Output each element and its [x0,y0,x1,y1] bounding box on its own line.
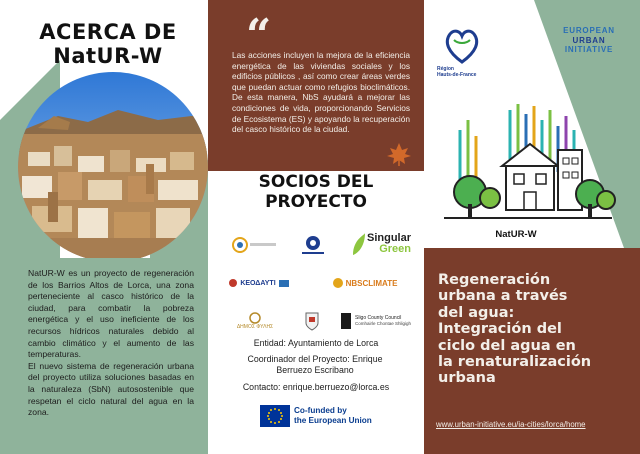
sligo-crest-icon [340,312,352,330]
eu-line1: Co-funded by [294,406,347,415]
dimos-text: ΔΗΜΟΣ ΦΥΛΗΣ [236,324,274,330]
about-title [18,20,198,68]
partners-title-line1: SOCIOS DEL [258,172,374,192]
sun-logo-icon [228,233,278,257]
coordinator-line2: Berruezo Escribano [276,365,354,375]
right-title-line-5: ciclo del agua en [438,337,576,354]
eu-line2: the European Union [294,416,372,425]
sligo-text-1: Sligo County Council [355,315,402,321]
partner-logo-crest [302,310,322,332]
about-paragraph-2: El nuevo sistema de regeneración urbana del proyecto utiliza soluciones basadas en la naturaleza (SbN) autosostenible que respetan el ciclo natural del agua en la zona. [28,360,194,418]
eui-line1: EUROPEAN [563,26,615,35]
nbs-circle-icon [333,278,343,288]
eu-cofunded-text [294,406,394,426]
coordinator-text [220,354,410,376]
partner-logo-sligo [340,310,416,332]
lorca-city-photo [18,72,208,262]
about-paragraph-1: NatUR-W es un proyecto de regeneración de los Barrios Altos de Lorca, una zona perteneciente al casco histórico de la ciudad, para combatir la pobreza energética y el uso ineficiente de los recursos hídricos naturales debido al cambio climático y el aumento de las temperaturas. [28,268,194,360]
partner-logo-1 [226,232,280,258]
partners-title-line2: PROYECTO [265,192,367,212]
singular-text: Singular [366,232,411,244]
about-description [0,258,208,454]
coordinator-line1: Coordinador del Proyecto: Enrique [247,354,383,364]
region-text [437,66,493,78]
right-title-line-7: urbana [438,370,496,387]
eui-line2: URBAN [572,35,606,45]
right-title [438,272,628,387]
right-title-line-2: urbana a través [438,288,568,305]
contact-text[interactable]: Contacto: enrique.berruezo@lorca.es [242,382,390,392]
right-title-line-1: Regeneración [438,272,551,288]
right-title-line-3: del agua: [438,304,515,321]
natur-w-city-illustration [440,100,616,230]
eui-line3: INITIATIVE [564,45,614,55]
right-title-line-6: la renaturalización [438,354,592,371]
partner-logo-nbsclimate [330,274,400,292]
right-title-line-4: Integración del [438,321,562,338]
partner-logo-2 [296,232,330,258]
crest-icon [305,311,319,331]
about-title-line2: NatUR-W [53,44,163,68]
partners-title [208,172,424,212]
about-title-line1: ACERCA DE [39,20,177,44]
entity-text: Entidad: Ayuntamiento de Lorca [253,338,379,348]
quote-text: Las acciones incluyen la mejora de la eficiencia energética de las viviendas sociales y los edificios públicos , así como crear áreas verdes que puedan actuar como refugios bioclimáticos. De esta manera, NbS ayudará a mejorar las condiciones de vida, proporcionando Servicios de Ecosistema (ES) y apoyando la recuperación del casco histórico de la ciudad. [232,50,410,135]
region-line1: Région [437,66,454,72]
project-url-link[interactable]: www.urban-initiative.eu/ia-cities/lorca/home [436,420,586,429]
nbsclimate-text: NBSCLIMATE [345,278,398,288]
globe-logo-icon [298,233,328,257]
blue-block-icon [279,280,289,287]
region-heart-icon [440,22,484,68]
eu-flag-icon [260,405,290,427]
partner-logo-dimos [232,310,278,332]
maple-leaf-icon [386,142,412,166]
european-urban-initiative-logo [548,26,630,55]
partner-logo-keodayti [220,274,298,292]
keodayti-text: ΚΕΟΔΑΥΤΙ [240,279,276,287]
quote-mark: “ [246,10,272,61]
partner-logo-singular-green [350,228,412,260]
red-dot-icon [229,279,237,287]
green-text: Green [379,243,411,255]
region-line2: Hauts-de-France [437,72,477,78]
wreath-icon [248,312,262,324]
sligo-text-2: Comhairle Chontae Shligigh [355,321,412,326]
region-hauts-de-france-logo [440,22,484,68]
natur-w-badge: NatUR-W [495,229,537,240]
leaf-logo-icon [351,231,367,257]
